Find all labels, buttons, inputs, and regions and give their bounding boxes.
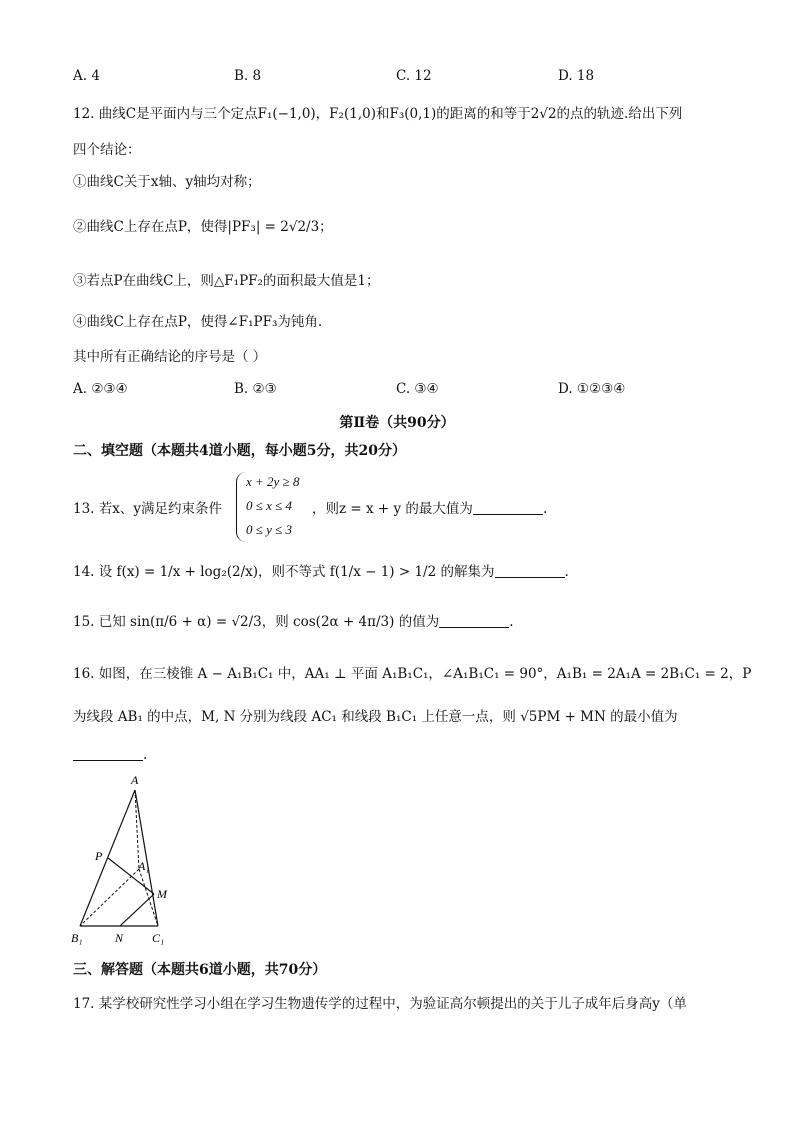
q13-constraint-1: x + 2y ≥ 8	[246, 474, 300, 489]
edge-a-c1	[135, 790, 158, 926]
q15-answer-blank	[439, 613, 509, 628]
q15-text: 15. 已知 sin(π/6 + α) = √2/3，则 cos(2α + 4π/3) 的值为	[73, 614, 440, 630]
label-p: P	[95, 849, 103, 863]
label-c1: C₁	[152, 931, 165, 945]
q12-conclusion-3: ③若点P在曲线C上，则△F₁PF₂的面积最大值是1；	[73, 273, 380, 289]
label-m: M	[157, 887, 167, 901]
q13-constraint-2: 0 ≤ x ≤ 4	[246, 498, 293, 513]
label-a1: A₁	[138, 859, 150, 873]
q11-option-c: C. 12	[396, 68, 432, 84]
section2-heading: 二、填空题（本题共4道小题，每小题5分，共20分）	[73, 443, 406, 459]
q17-line1: 17. 某学校研究性学习小组在学习生物遗传学的过程中，为验证高尔顿提出的关于儿子成年后身高y（单	[73, 996, 687, 1012]
label-a: A	[131, 773, 139, 787]
q14-text: 14. 设 f(x) = 1/x + log₂(2/x)，则不等式 f(1/x − 1) > 1/2 的解集为	[73, 564, 495, 580]
q16-line3	[73, 745, 147, 765]
q13-suffix: ，则z = x + y 的最大值为 .	[312, 501, 548, 517]
q14-answer-blank	[495, 563, 565, 578]
q11-option-d: D. 18	[558, 68, 595, 84]
edge-a-b1	[80, 790, 135, 926]
q13-answer-blank	[473, 500, 543, 515]
q12-question: 其中所有正确结论的序号是（ ）	[73, 349, 267, 365]
label-n: N	[115, 931, 124, 945]
section3-heading: 三、解答题（本题共6道小题，共70分）	[73, 962, 327, 978]
q13-constraint-3: 0 ≤ y ≤ 3	[246, 522, 293, 537]
q12-conclusion-4: ④曲线C上存在点P，使得∠F₁PF₃为钝角.	[73, 314, 323, 330]
q12-option-b: B. ②③	[234, 381, 277, 397]
q11-option-b: B. 8	[234, 68, 262, 84]
q16-line1: 16. 如图，在三棱锥 A − A₁B₁C₁ 中，AA₁ ⊥ 平面 A₁B₁C₁，∠A₁B₁C₁ = 90°，A₁B₁ = 2A₁A = 2B₁C₁ = 2，P	[73, 666, 752, 682]
edge-a1-b1	[80, 869, 139, 926]
q16-answer-blank	[73, 746, 143, 761]
q15-line: 15. 已知 sin(π/6 + α) = √2/3，则 cos(2α + 4π/3) 的值为 .	[73, 614, 514, 630]
q13-suffix-text: ，则z = x + y 的最大值为	[312, 501, 473, 517]
q12-line1: 12. 曲线C是平面内与三个定点F₁(−1,0)，F₂(1,0)和F₃(0,1)的距离的和等于2√2的点的轨迹.给出下列	[73, 106, 683, 122]
q11-option-a: A. 4	[73, 68, 100, 84]
q12-conclusion-2: ②曲线C上存在点P，使得|PF₃| = 2√2/3；	[73, 219, 333, 235]
edge-a1-c1	[139, 869, 158, 926]
label-b1: B₁	[71, 931, 83, 945]
q16-period: .	[143, 747, 148, 763]
q14-line: 14. 设 f(x) = 1/x + log₂(2/x)，则不等式 f(1/x − 1) > 1/2 的解集为 .	[73, 564, 569, 580]
q12-option-d: D. ①②③④	[558, 381, 626, 397]
q16-line2: 为线段 AB₁ 的中点，M, N 分别为线段 AC₁ 和线段 B₁C₁ 上任意一点，则 √5PM + MN 的最小值为	[73, 709, 678, 725]
q12-option-c: C. ③④	[396, 381, 439, 397]
q13-prefix: 13. 若x、y满足约束条件	[73, 501, 223, 517]
q12-line2: 四个结论：	[73, 142, 141, 158]
q16-figure	[65, 770, 185, 950]
q12-conclusion-1: ①曲线C关于x轴、y轴均对称；	[73, 174, 261, 190]
part2-title: 第Ⅱ卷（共90分）	[339, 415, 455, 431]
q12-option-a: A. ②③④	[73, 381, 128, 397]
